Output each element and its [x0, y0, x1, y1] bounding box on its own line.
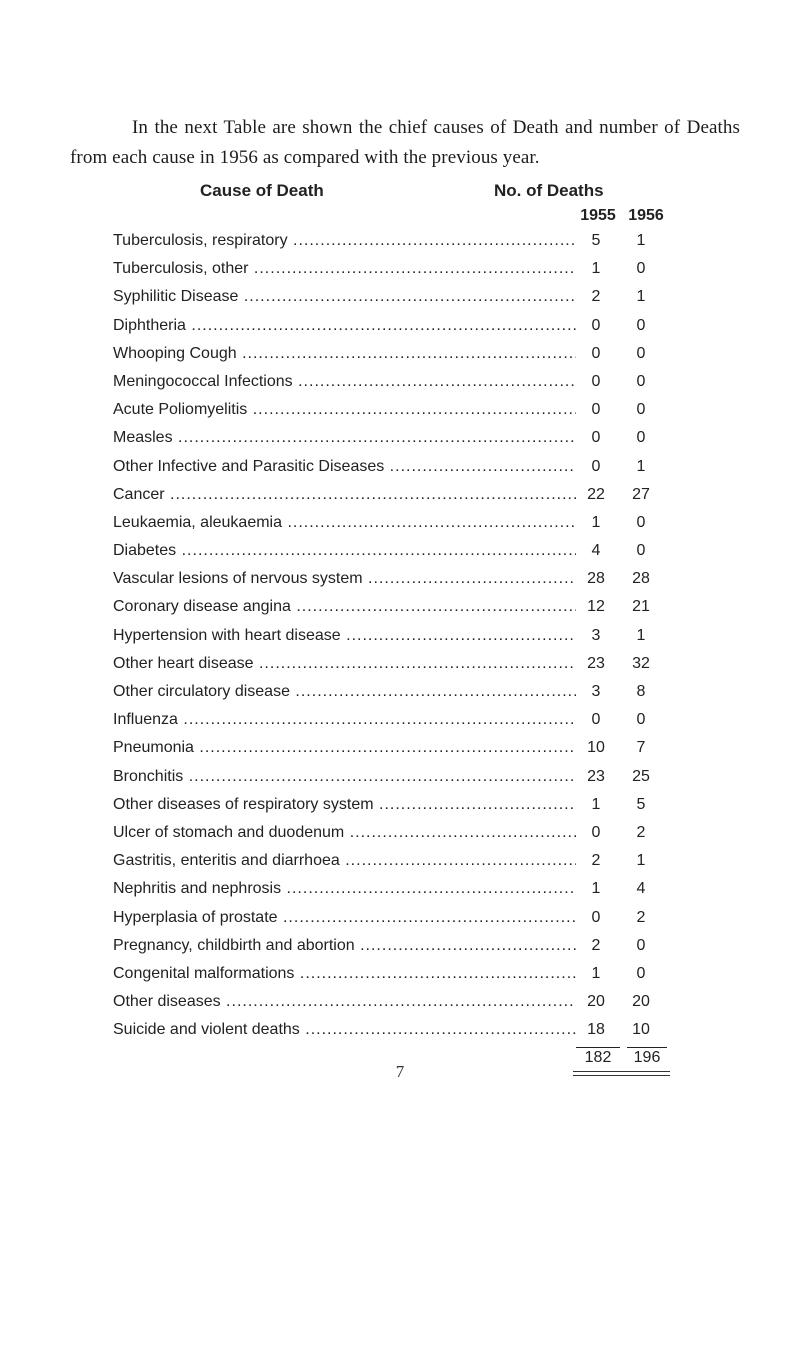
table-row — [113, 453, 673, 481]
total-rule-1956 — [627, 1047, 667, 1048]
deaths-1956: 32 — [632, 654, 650, 672]
deaths-1955: 0 — [591, 908, 601, 926]
deaths-1956: 0 — [636, 401, 646, 419]
table-row — [113, 255, 673, 283]
deaths-1956: 1 — [636, 457, 646, 475]
table-row — [113, 481, 673, 509]
cause-label: Hypertension with heart disease ..... — [113, 622, 576, 650]
cause-label: Influenza ..... — [113, 706, 576, 734]
deaths-1956: 7 — [636, 739, 646, 757]
table-row — [113, 424, 673, 452]
table-row — [113, 593, 673, 621]
deaths-1956: 0 — [636, 344, 646, 362]
deaths-1955: 0 — [591, 823, 601, 841]
table-row — [113, 565, 673, 593]
deaths-1955: 23 — [587, 654, 605, 672]
table-row — [113, 791, 673, 819]
deaths-1955: 0 — [591, 711, 601, 729]
deaths-1955: 20 — [587, 993, 605, 1011]
deaths-1955: 1 — [591, 795, 601, 813]
deaths-1955: 2 — [591, 852, 601, 870]
deaths-1956: 4 — [636, 880, 646, 898]
table-row — [113, 819, 673, 847]
deaths-1955: 5 — [591, 232, 601, 249]
deaths-1955: 12 — [587, 598, 605, 616]
deaths-1956: 0 — [636, 936, 646, 954]
deaths-1956: 21 — [632, 598, 650, 616]
deaths-1956: 0 — [636, 711, 646, 729]
cause-label: Other Infective and Parasitic Diseases ..... — [113, 453, 576, 481]
deaths-1955: 0 — [591, 401, 601, 419]
deaths-1956: 20 — [632, 993, 650, 1011]
table-row — [113, 847, 673, 875]
cause-label: Meningococcal Infections ..... — [113, 368, 576, 396]
cause-label: Tuberculosis, other ..... — [113, 255, 576, 283]
deaths-1955: 3 — [591, 683, 601, 700]
table-row — [113, 904, 673, 932]
cause-label: Other circulatory disease ..... — [113, 678, 576, 706]
deaths-1955: 0 — [591, 316, 601, 334]
deaths-1955: 2 — [591, 288, 601, 306]
deaths-1956: 10 — [632, 1021, 650, 1039]
cause-label: Other diseases ..... — [113, 988, 576, 1016]
cause-label: Nephritis and nephrosis ..... — [113, 875, 576, 903]
deaths-1956: 0 — [636, 260, 646, 278]
table-row — [113, 734, 673, 762]
deaths-1956: 1 — [636, 288, 646, 306]
deaths-1956: 28 — [632, 570, 650, 588]
cause-label: Diabetes ..... — [113, 537, 576, 565]
table-row — [113, 678, 673, 706]
deaths-1955: 1 — [591, 880, 601, 898]
table-row — [113, 368, 673, 396]
table-row — [113, 283, 673, 311]
table-row — [113, 706, 673, 734]
deaths-1955: 3 — [591, 626, 601, 644]
deaths-1955: 0 — [591, 344, 601, 362]
deaths-1956: 5 — [636, 795, 646, 813]
cause-label: Vascular lesions of nervous system ..... — [113, 565, 576, 593]
page-number: 7 — [395, 1062, 405, 1081]
deaths-1956: 0 — [636, 372, 646, 390]
deaths-1955: 2 — [591, 936, 601, 954]
deaths-1955: 28 — [587, 570, 605, 588]
cause-label: Cancer ..... — [113, 481, 576, 509]
table-row — [113, 622, 673, 650]
deaths-1955: 18 — [587, 1021, 605, 1039]
table-row — [113, 340, 673, 368]
deaths-1955: 1 — [591, 260, 601, 278]
header-year-1956: 1956 — [628, 207, 664, 224]
deaths-1955: 4 — [591, 542, 601, 560]
table-row — [113, 960, 673, 988]
total-double-rule — [573, 1071, 670, 1076]
deaths-1956: 0 — [636, 429, 646, 447]
deaths-1956: 1 — [636, 232, 646, 249]
cause-label: Pregnancy, childbirth and abortion ..... — [113, 932, 576, 960]
header-cause-of-death: Cause of Death — [200, 181, 324, 200]
deaths-1956: 0 — [636, 316, 646, 334]
cause-label: Syphilitic Disease ..... — [113, 283, 576, 311]
deaths-1956: 2 — [636, 823, 646, 841]
table-row — [113, 763, 673, 791]
deaths-1956: 0 — [636, 542, 646, 560]
cause-label: Other heart disease ..... — [113, 650, 576, 678]
deaths-1956: 27 — [632, 485, 650, 503]
deaths-1955: 1 — [591, 964, 601, 982]
table-row — [113, 1016, 673, 1044]
cause-label: Bronchitis ..... — [113, 763, 576, 791]
cause-label: Other diseases of respiratory system ..... — [113, 791, 576, 819]
deaths-1956: 1 — [636, 852, 646, 870]
table-row — [113, 312, 673, 340]
cause-label: Leukaemia, aleukaemia ..... — [113, 509, 576, 537]
table-row — [113, 875, 673, 903]
table-row — [113, 509, 673, 537]
total-1955: 182 — [584, 1049, 612, 1066]
deaths-1956: 2 — [636, 908, 646, 926]
deaths-1955: 0 — [591, 372, 601, 390]
cause-label: Diphtheria ..... — [113, 312, 576, 340]
table-row — [113, 227, 673, 255]
cause-label: Suicide and violent deaths ..... — [113, 1016, 576, 1044]
causes-table — [113, 227, 673, 1044]
cause-label: Congenital malformations ..... — [113, 960, 576, 988]
table-row — [113, 650, 673, 678]
deaths-1955: 0 — [591, 457, 601, 475]
cause-label: Acute Poliomyelitis ..... — [113, 396, 576, 424]
total-rule-1955 — [576, 1047, 620, 1048]
deaths-1955: 23 — [587, 767, 605, 785]
cause-label: Tuberculosis, respiratory ..... — [113, 227, 576, 255]
header-year-1955: 1955 — [580, 207, 616, 224]
deaths-1955: 0 — [591, 429, 601, 447]
cause-label: Gastritis, enteritis and diarrhoea ..... — [113, 847, 576, 875]
deaths-1956: 0 — [636, 513, 646, 531]
cause-label: Coronary disease angina ..... — [113, 593, 576, 621]
header-number-of-deaths: No. of Deaths — [494, 181, 604, 200]
table-row — [113, 537, 673, 565]
table-row — [113, 396, 673, 424]
deaths-1955: 1 — [591, 513, 601, 531]
cause-label: Pneumonia ..... — [113, 734, 576, 762]
intro-paragraph: In the next Table are shown the chief causes of Death and number of Deaths from each cause in 1956 as compared with the previous year. — [70, 117, 740, 168]
table-row — [113, 932, 673, 960]
cause-label: Whooping Cough ..... — [113, 340, 576, 368]
deaths-1956: 25 — [632, 767, 650, 785]
deaths-1955: 22 — [587, 485, 605, 503]
deaths-1956: 1 — [636, 626, 646, 644]
cause-label: Hyperplasia of prostate ..... — [113, 904, 576, 932]
cause-label: Ulcer of stomach and duodenum ..... — [113, 819, 576, 847]
deaths-1955: 10 — [587, 739, 605, 757]
table-row — [113, 988, 673, 1016]
deaths-1956: 8 — [636, 683, 646, 700]
total-1956: 196 — [633, 1049, 661, 1066]
cause-label: Measles ..... — [113, 424, 576, 452]
deaths-1956: 0 — [636, 964, 646, 982]
